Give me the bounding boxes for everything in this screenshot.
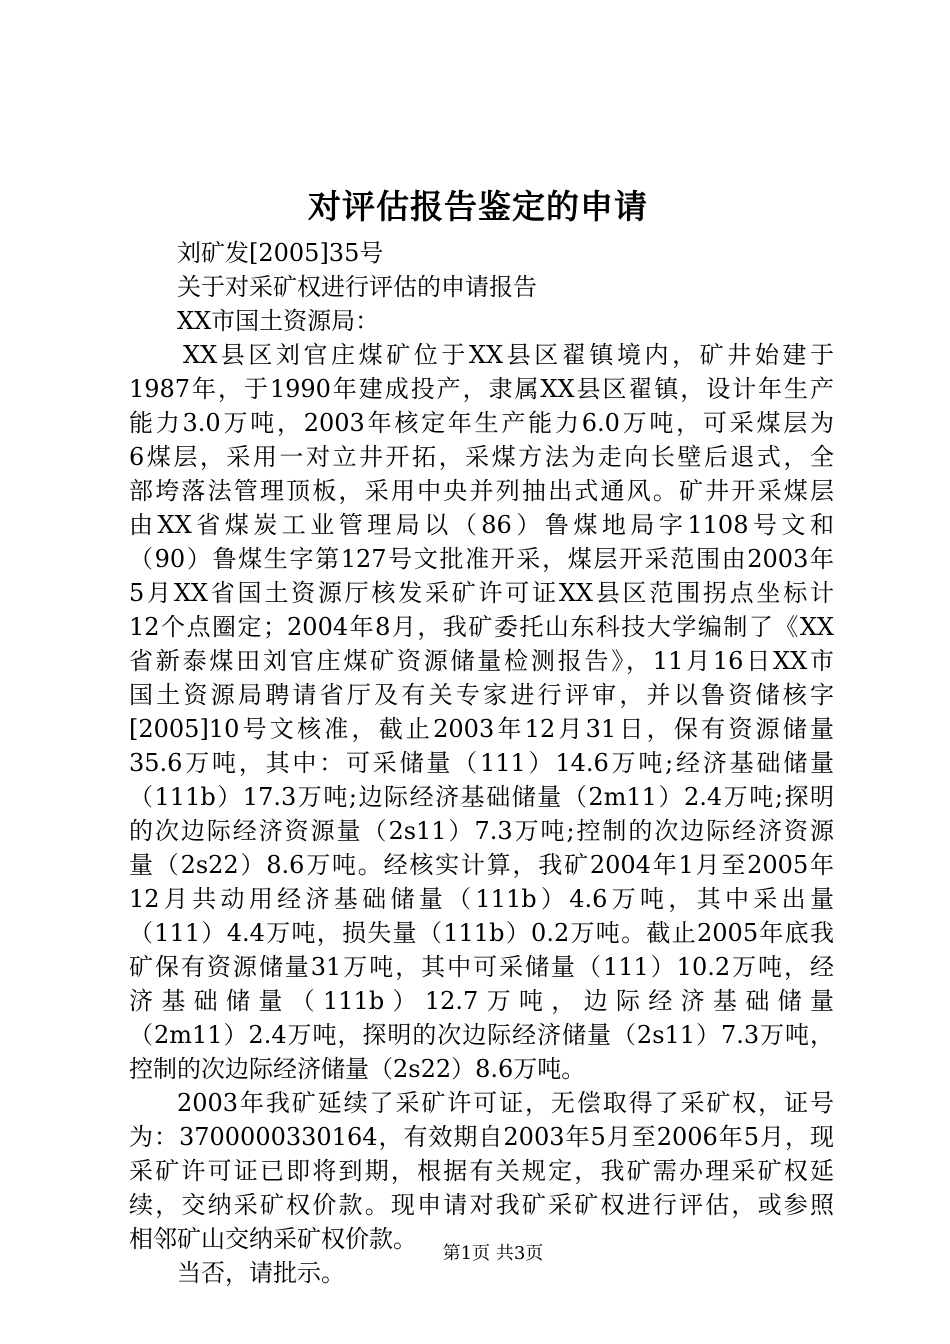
- paragraph-line: （90）鲁煤生字第127号文批准开采，煤层开采范围由2003年: [129, 545, 834, 573]
- document-title: 对评估报告鉴定的申请: [308, 187, 648, 226]
- paragraph-line: （111）4.4万吨，损失量（111b）0.2万吨。截止2005年底我: [129, 919, 834, 947]
- paragraph-1: [129, 338, 834, 1086]
- paragraph-line: 12月共动用经济基础储量（111b）4.6万吨，其中采出量: [129, 885, 834, 913]
- paragraph-line: 2003年我矿延续了采矿许可证，无偿取得了采矿权，证号: [177, 1089, 834, 1117]
- paragraph-line: 6煤层，采用一对立井开拓，采煤方法为走向长壁后退式，全: [129, 443, 834, 471]
- paragraph-line: （111b）17.3万吨;边际经济基础储量（2m11）2.4万吨;探明: [129, 783, 834, 811]
- closing-line: 当否，请批示。: [177, 1259, 345, 1287]
- paragraph-line: （2m11）2.4万吨，探明的次边际经济储量（2s11）7.3万吨，: [129, 1021, 834, 1049]
- paragraph-line: 的次边际经济资源量（2s11）7.3万吨;控制的次边际经济资源: [129, 817, 834, 845]
- reference-number: 刘矿发[2005]35号: [177, 239, 384, 267]
- paragraph-line: 由XX省煤炭工业管理局以（86）鲁煤地局字1108号文和: [129, 511, 834, 539]
- paragraph-line: 国土资源局聘请省厅及有关专家进行评审，并以鲁资储核字: [129, 681, 834, 709]
- paragraph-line: [2005]10号文核准，截止2003年12月31日，保有资源储量: [129, 715, 834, 743]
- paragraph-line: 省新泰煤田刘官庄煤矿资源储量检测报告》，11月16日XX市: [129, 647, 834, 675]
- paragraph-line: 1987年，于1990年建成投产，隶属XX县区翟镇，设计年生产: [129, 375, 834, 403]
- page-footer: 第1页 共3页: [442, 1243, 544, 1264]
- paragraph-line: 能力3.0万吨，2003年核定年生产能力6.0万吨，可采煤层为: [129, 409, 834, 437]
- paragraph-line: 35.6万吨，其中：可采储量（111）14.6万吨;经济基础储量: [129, 749, 834, 777]
- paragraph-line: 量（2s22）8.6万吨。经核实计算，我矿2004年1月至2005年: [129, 851, 834, 879]
- paragraph-line: 采矿许可证已即将到期，根据有关规定，我矿需办理采矿权延: [129, 1157, 834, 1185]
- paragraph-line: XX县区刘官庄煤矿位于XX县区翟镇境内，矿井始建于: [183, 341, 834, 369]
- document-body: [129, 236, 834, 1290]
- paragraph-line: 为：3700000330164，有效期自2003年5月至2006年5月，现: [129, 1123, 834, 1151]
- paragraph-2: [129, 1086, 834, 1256]
- paragraph-line: 部垮落法管理顶板，采用中央并列抽出式通风。矿井开采煤层: [129, 477, 834, 505]
- paragraph-line: 控制的次边际经济储量（2s22）8.6万吨。: [129, 1055, 586, 1083]
- paragraph-line: 5月XX省国土资源厅核发采矿许可证XX县区范围拐点坐标计: [129, 579, 834, 607]
- report-subject: 关于对采矿权进行评估的申请报告: [177, 273, 537, 301]
- addressee: XX市国土资源局：: [177, 307, 380, 335]
- paragraph-line: 济基础储量（111b）12.7万吨，边际经济基础储量: [129, 987, 834, 1015]
- paragraph-line: 相邻矿山交纳采矿权价款。: [129, 1225, 417, 1253]
- paragraph-line: 续，交纳采矿权价款。现申请对我矿采矿权进行评估，或参照: [129, 1191, 834, 1219]
- paragraph-line: 矿保有资源储量31万吨，其中可采储量（111）10.2万吨，经: [129, 953, 834, 981]
- paragraph-line: 12个点圈定；2004年8月，我矿委托山东科技大学编制了《XX: [129, 613, 834, 641]
